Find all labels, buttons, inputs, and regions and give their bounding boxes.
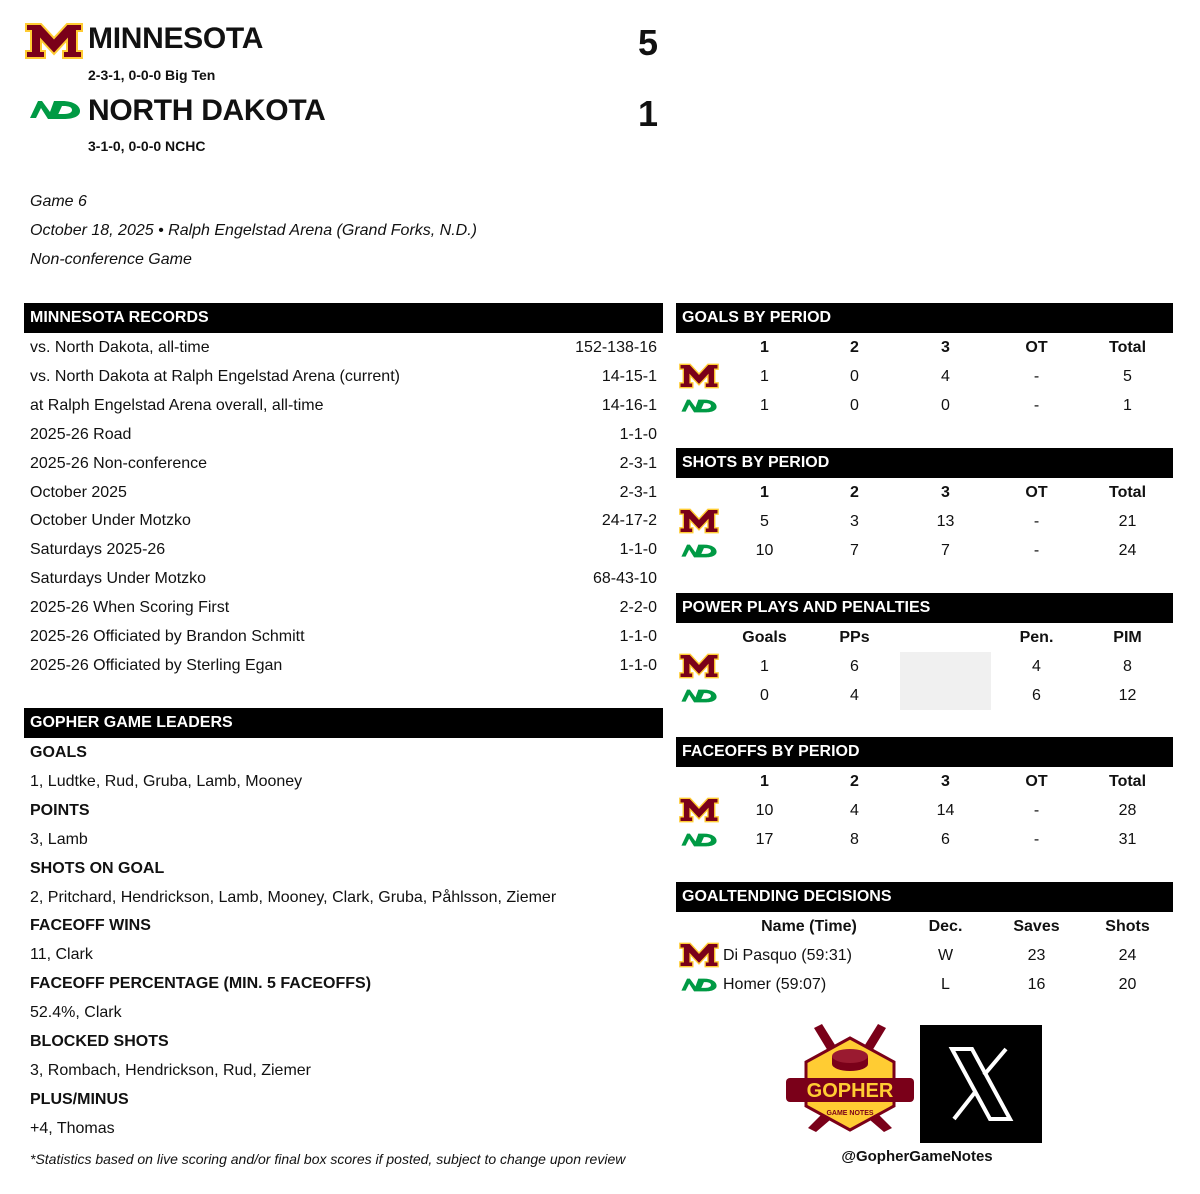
home-team-name: MINNESOTA [88,22,264,55]
faceoffs-by-period-header: 3 [941,773,950,790]
records-row-label: Saturdays Under Motzko [30,570,207,588]
goaltending-cell: 20 [1118,976,1137,993]
leader-category [24,796,663,825]
leader-value-text: 11, Clark [30,946,93,964]
leader-value [24,883,663,912]
faceoffs-by-period-cell: 17 [755,831,774,848]
goals-by-period-cell: 0 [850,397,859,414]
shots-by-period-cell: 10 [755,542,774,559]
shots-by-period-cell: - [1033,513,1040,530]
records-row [24,362,663,391]
shots-by-period-header: 2 [850,484,859,501]
faceoffs-by-period-cell: 10 [755,802,774,819]
leader-value-text: 1, Ludtke, Rud, Gruba, Lamb, Mooney [30,772,303,790]
north-dakota-logo [680,831,718,849]
power-plays-cell: 4 [850,687,859,704]
away-team-name: NORTH DAKOTA [88,94,326,127]
records-row [24,535,663,564]
records-row [24,506,663,535]
shots-by-period-header: OT [1025,484,1048,501]
game-number: Game 6 [30,193,87,210]
faceoffs-by-period-title: FACEOFFS BY PERIOD [676,737,1173,767]
faceoffs-by-period-cell: - [1033,831,1040,848]
goaltending-cell: 16 [1027,976,1046,993]
records-row-value: 2-2-0 [619,599,657,617]
power-plays-header [900,623,991,652]
north-dakota-logo [680,542,718,560]
goals-by-period-header: 1 [760,339,769,356]
faceoffs-by-period-cell: 14 [936,802,955,819]
leader-value [24,1114,663,1143]
goals-by-period-cell: 1 [1123,397,1132,414]
shots-by-period-title: SHOTS BY PERIOD [676,448,1173,478]
records-row [24,651,663,680]
power-plays-cell: 8 [1123,658,1132,675]
records-row-value: 14-15-1 [601,367,657,385]
goals-by-period-header: 3 [941,339,950,356]
faceoffs-by-period-header: 1 [760,773,769,790]
leader-category-label: POINTS [30,801,90,819]
leader-category-label: BLOCKED SHOTS [30,1033,169,1050]
leader-value-text: 52.4%, Clark [30,1004,122,1022]
leader-value-text: 2, Pritchard, Hendrickson, Lamb, Mooney, Clark, Gruba, Påhlsson, Ziemer [30,888,557,906]
records-row-label: vs. North Dakota, all-time [30,339,210,356]
power-plays-header: PIM [1113,629,1142,646]
power-plays-cell: 0 [760,687,769,704]
records-row [24,478,663,507]
social-handle[interactable]: @GopherGameNotes [841,1148,993,1165]
power-plays-cell: 6 [1032,687,1041,704]
leader-category-label: PLUS/MINUS [30,1090,129,1108]
leader-value [24,940,663,969]
game-date-venue: October 18, 2025 • Ralph Engelstad Arena (Grand Forks, N.D.) [30,222,477,239]
goals-by-period-cell: 4 [941,368,950,385]
goaltending-header: Dec. [928,918,963,935]
goals-by-period-cell: - [1033,397,1040,414]
faceoffs-by-period-cell: 31 [1118,831,1137,848]
leader-value-text: +4, Thomas [30,1119,115,1137]
goals-by-period-header: Total [1108,339,1147,356]
gopher-logo-text: GOPHER [806,1080,894,1102]
goaltending-header: Name (Time) [761,918,857,935]
records-row-value: 1-1-0 [619,541,657,559]
minnesota-logo [678,942,720,968]
leader-category [24,969,663,998]
leader-category [24,1027,663,1056]
faceoffs-by-period-header: 2 [850,773,859,790]
power-plays-header: Pen. [1019,629,1054,646]
empty-cell [900,652,991,681]
shots-by-period-cell: 24 [1118,542,1137,559]
power-plays-cell: 6 [850,658,859,675]
shots-by-period-cell: 7 [850,542,859,559]
leader-category-label: FACEOFF WINS [30,917,151,935]
goals-by-period-cell: 1 [760,368,769,385]
leader-value [24,825,663,854]
records-row-label: October Under Motzko [30,512,191,530]
power-plays-cell: 1 [760,658,769,675]
goals-by-period-cell: - [1033,368,1040,385]
records-row-label: 2025-26 Officiated by Brandon Schmitt [30,628,305,645]
minnesota-logo [678,508,720,534]
records-row-value: 68-43-10 [592,570,657,588]
goaltending-cell: 23 [1027,947,1046,964]
records-row-label: October 2025 [30,483,127,501]
records-row-label: 2025-26 When Scoring First [30,599,230,617]
away-team-score: 1 [637,93,658,134]
goals-by-period-header: OT [1025,339,1048,356]
records-row-value: 2-3-1 [619,483,657,501]
faceoffs-by-period-cell: 28 [1118,802,1137,819]
faceoffs-by-period-cell: 8 [850,831,859,848]
records-row-value: 1-1-0 [619,425,657,443]
game-type: Non-conference Game [30,251,192,268]
power-plays-header: PPs [839,629,870,646]
minnesota-logo [24,22,84,60]
records-row [24,593,663,622]
goalie-name: Di Pasquo (59:31) [723,947,852,964]
north-dakota-logo [680,397,718,415]
records-row-label: Saturdays 2025-26 [30,541,166,559]
goaltending-cell: 24 [1118,947,1137,964]
gopher-logo-subtext: GAME NOTES [826,1110,874,1117]
faceoffs-by-period-cell: 4 [850,802,859,819]
leader-category [24,738,663,767]
records-row-value: 2-3-1 [619,454,657,472]
shots-by-period-cell: 3 [850,513,859,530]
records-title: MINNESOTA RECORDS [24,303,663,333]
leader-value-text: 3, Lamb [30,830,88,848]
gopher-game-notes-logo [784,1024,916,1142]
goals-by-period-cell: 1 [760,397,769,414]
power-plays-header: Goals [742,629,787,646]
power-plays-cell: 12 [1118,687,1137,704]
goals-by-period-header: 2 [850,339,859,356]
goaltending-header: Saves [1013,918,1060,935]
goaltending-cell: W [937,947,954,964]
records-row-value: 24-17-2 [601,512,657,530]
minnesota-logo [678,363,720,389]
records-row-value: 14-16-1 [601,396,657,414]
records-row [24,449,663,478]
leader-value [24,998,663,1027]
north-dakota-logo [28,98,82,122]
shots-by-period-cell: 21 [1118,513,1137,530]
shots-by-period-header: 1 [760,484,769,501]
power-plays-cell: 4 [1032,658,1041,675]
records-row [24,564,663,593]
goaltending-header: Shots [1105,918,1150,935]
records-row-label: at Ralph Engelstad Arena overall, all-time [30,396,324,414]
records-row-value: 1-1-0 [619,628,657,645]
leader-value-text: 3, Rombach, Hendrickson, Rud, Ziemer [30,1061,311,1079]
away-team-record: 3-1-0, 0-0-0 NCHC [88,138,206,154]
minnesota-logo [678,653,720,679]
leader-category-label: SHOTS ON GOAL [30,859,165,877]
records-row [24,420,663,449]
leader-category [24,1085,663,1114]
faceoffs-by-period-cell: - [1033,802,1040,819]
shots-by-period-cell: 7 [941,542,950,559]
records-row-label: 2025-26 Officiated by Sterling Egan [30,656,283,674]
leader-category [24,911,663,940]
leader-value [24,1056,663,1085]
shots-by-period-header: Total [1108,484,1147,501]
goals-by-period-cell: 5 [1123,368,1132,385]
leader-category-label: GOALS [30,744,87,761]
leader-category [24,854,663,883]
north-dakota-logo [680,976,718,994]
goals-by-period-title: GOALS BY PERIOD [676,303,1173,333]
power-plays-title: POWER PLAYS AND PENALTIES [676,593,1173,623]
home-team-score: 5 [637,22,658,63]
goaltending-cell: L [941,976,950,993]
faceoffs-by-period-header: Total [1108,773,1147,790]
records-row-label: 2025-26 Road [30,425,132,443]
shots-by-period-header: 3 [941,484,950,501]
north-dakota-logo [680,687,718,705]
leader-category-label: FACEOFF PERCENTAGE (MIN. 5 FACEOFFS) [30,975,372,993]
records-row-value: 152-138-16 [575,339,657,356]
leader-value [24,767,663,796]
goals-by-period-cell: 0 [850,368,859,385]
records-row [24,391,663,420]
footnote: *Statistics based on live scoring and/or final box scores if posted, subject to change upon review [30,1151,626,1167]
empty-cell [900,681,991,710]
home-team-record: 2-3-1, 0-0-0 Big Ten [88,67,216,83]
minnesota-logo [678,797,720,823]
goaltending-title: GOALTENDING DECISIONS [676,882,1173,912]
records-row-label: vs. North Dakota at Ralph Engelstad Arena (current) [30,367,400,385]
records-row-value: 1-1-0 [619,656,657,674]
shots-by-period-cell: 5 [760,513,769,530]
shots-by-period-cell: 13 [936,513,955,530]
shots-by-period-cell: - [1033,542,1040,559]
records-row [24,333,663,362]
faceoffs-by-period-cell: 6 [941,831,950,848]
goals-by-period-cell: 0 [941,397,950,414]
records-row-label: 2025-26 Non-conference [30,454,208,472]
leaders-title: GOPHER GAME LEADERS [24,708,663,738]
faceoffs-by-period-header: OT [1025,773,1048,790]
goalie-name: Homer (59:07) [723,976,827,993]
records-row [24,622,663,651]
x-icon [920,1025,1042,1143]
x-logo[interactable] [920,1025,1042,1143]
